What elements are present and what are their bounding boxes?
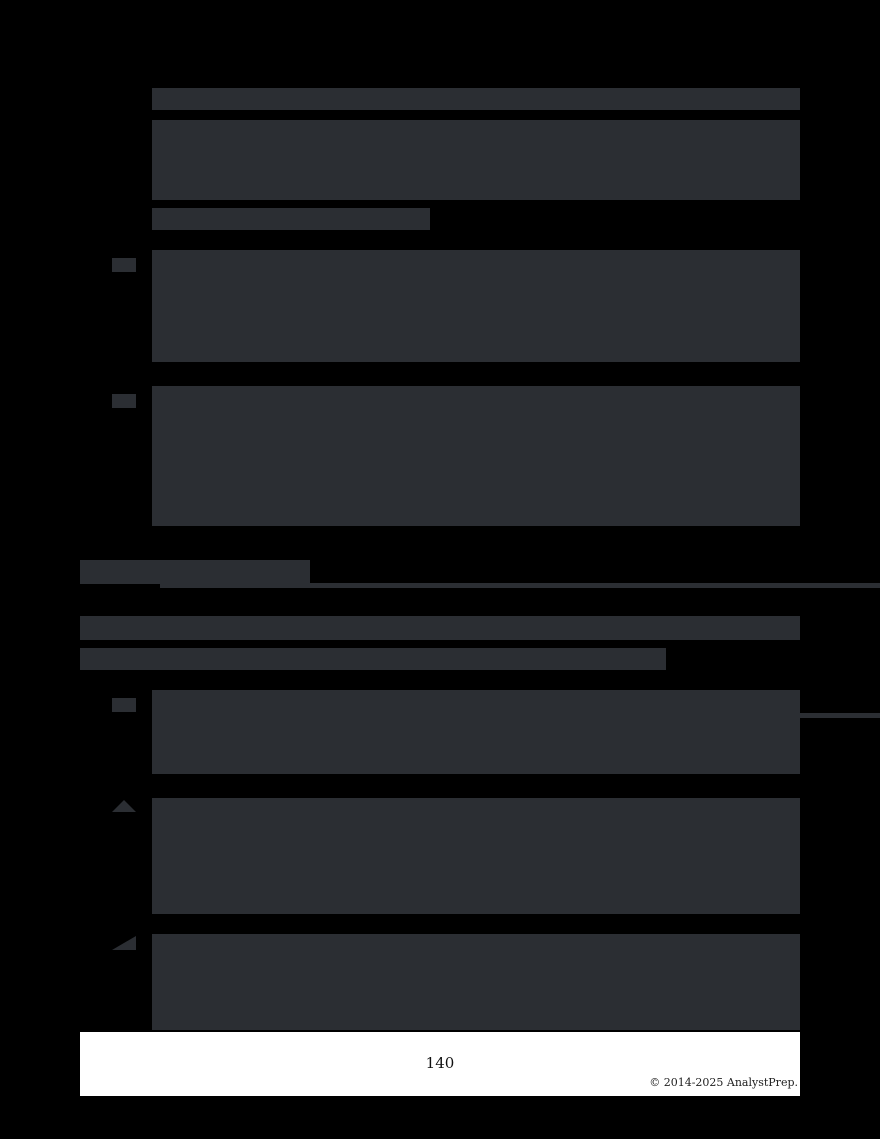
bullet-marker-icon — [112, 258, 136, 272]
bullet-marker-icon — [112, 698, 136, 712]
triangle-bullet-icon — [112, 800, 136, 812]
page-footer — [80, 1032, 800, 1096]
copyright-notice: © 2014-2025 AnalystPrep. — [649, 1076, 798, 1089]
bullet-marker-icon — [112, 394, 136, 408]
heading-underline — [160, 583, 880, 588]
page-number: 140 — [425, 1054, 455, 1072]
triangle-bullet-icon — [112, 936, 136, 950]
